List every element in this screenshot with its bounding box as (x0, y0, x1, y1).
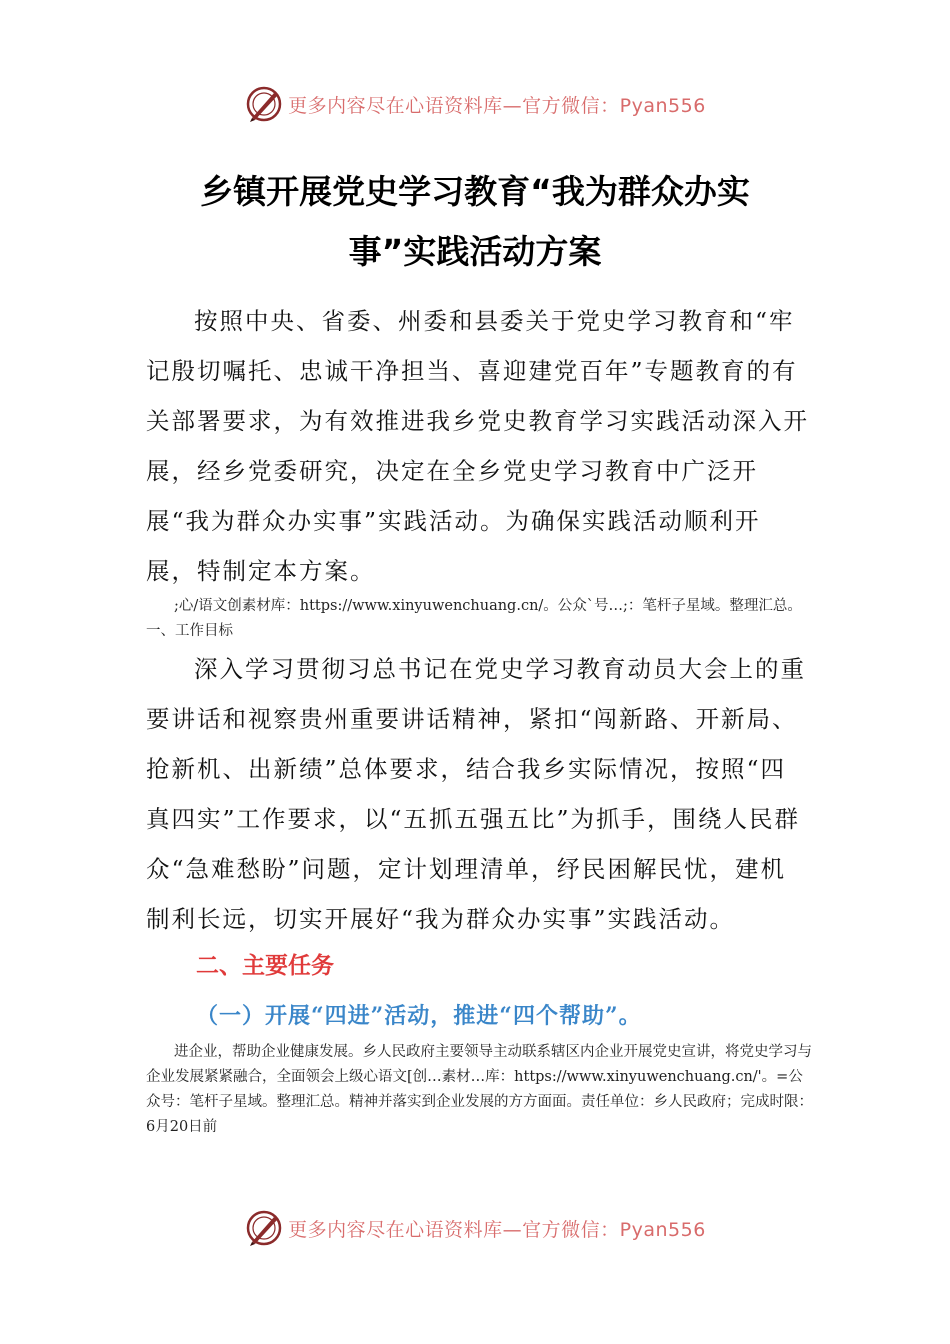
source-note-1: ;心/语文创素材库：https://www.xinyuwenchuang.cn/。公众`号…;：笔杆子星域。整理汇总。一、工作目标 (146, 598, 802, 639)
title-line-2: 事”实践活动方案 (348, 232, 602, 271)
pen-circle-logo-icon (244, 1208, 284, 1248)
intro-paragraph: 按照中央、省委、州委和县委关于党史学习教育和“牢记殷切嘱托、忠诚干净担当、喜迎建党百年”专题教育的有关部署要求，为有效推进我乡党史教育学习实践活动深入开展，经乡党委研究，决定在全乡党史学习教育中广泛开展“我为群众办实事”实践活动。为确保实践活动顺利开展，特制定本方案。 (146, 307, 809, 585)
header-watermark-text: 更多内容尽在心语资料库—官方微信：Pyan556 (288, 94, 706, 117)
document-title (100, 162, 850, 282)
footer-watermark-banner (0, 1206, 950, 1250)
section-heading-main-tasks: 二、主要任务 (196, 953, 334, 979)
pen-circle-logo-icon (244, 84, 284, 124)
task-paragraph-enterprise: 进企业，帮助企业健康发展。乡人民政府主要领导主动联系辖区内企业开展党史宣讲，将党史学习与企业发展紧紧融合，全面领会上级心语文[创…素材…库：https://www.xinyuwenchuang.cn/'。=公众号：笔杆子星域。整理汇总。精神并落实到企业发展的方方面面。责任单位：乡人民政府；完成时限：6月20日前 (146, 1044, 813, 1135)
header-watermark-banner (0, 82, 950, 126)
goal-paragraph: 深入学习贯彻习总书记在党史学习教育动员大会上的重要讲话和视察贵州重要讲话精神，紧扣“闯新路、开新局、抢新机、出新绩”总体要求，结合我乡实际情况，按照“四真四实”工作要求，以“五抓五强五比”为抓手，围绕人民群众“急难愁盼”问题，定计划理清单，纾民困解民忧，建机制利长远，切实开展好“我为群众办实事”实践活动。 (146, 655, 806, 933)
title-line-1: 乡镇开展党史学习教育“我为群众办实 (200, 172, 750, 211)
footer-watermark-text: 更多内容尽在心语资料库—官方微信：Pyan556 (288, 1218, 706, 1241)
subsection-heading-four-visits: （一）开展“四进”活动，推进“四个帮助”。 (196, 1003, 642, 1029)
